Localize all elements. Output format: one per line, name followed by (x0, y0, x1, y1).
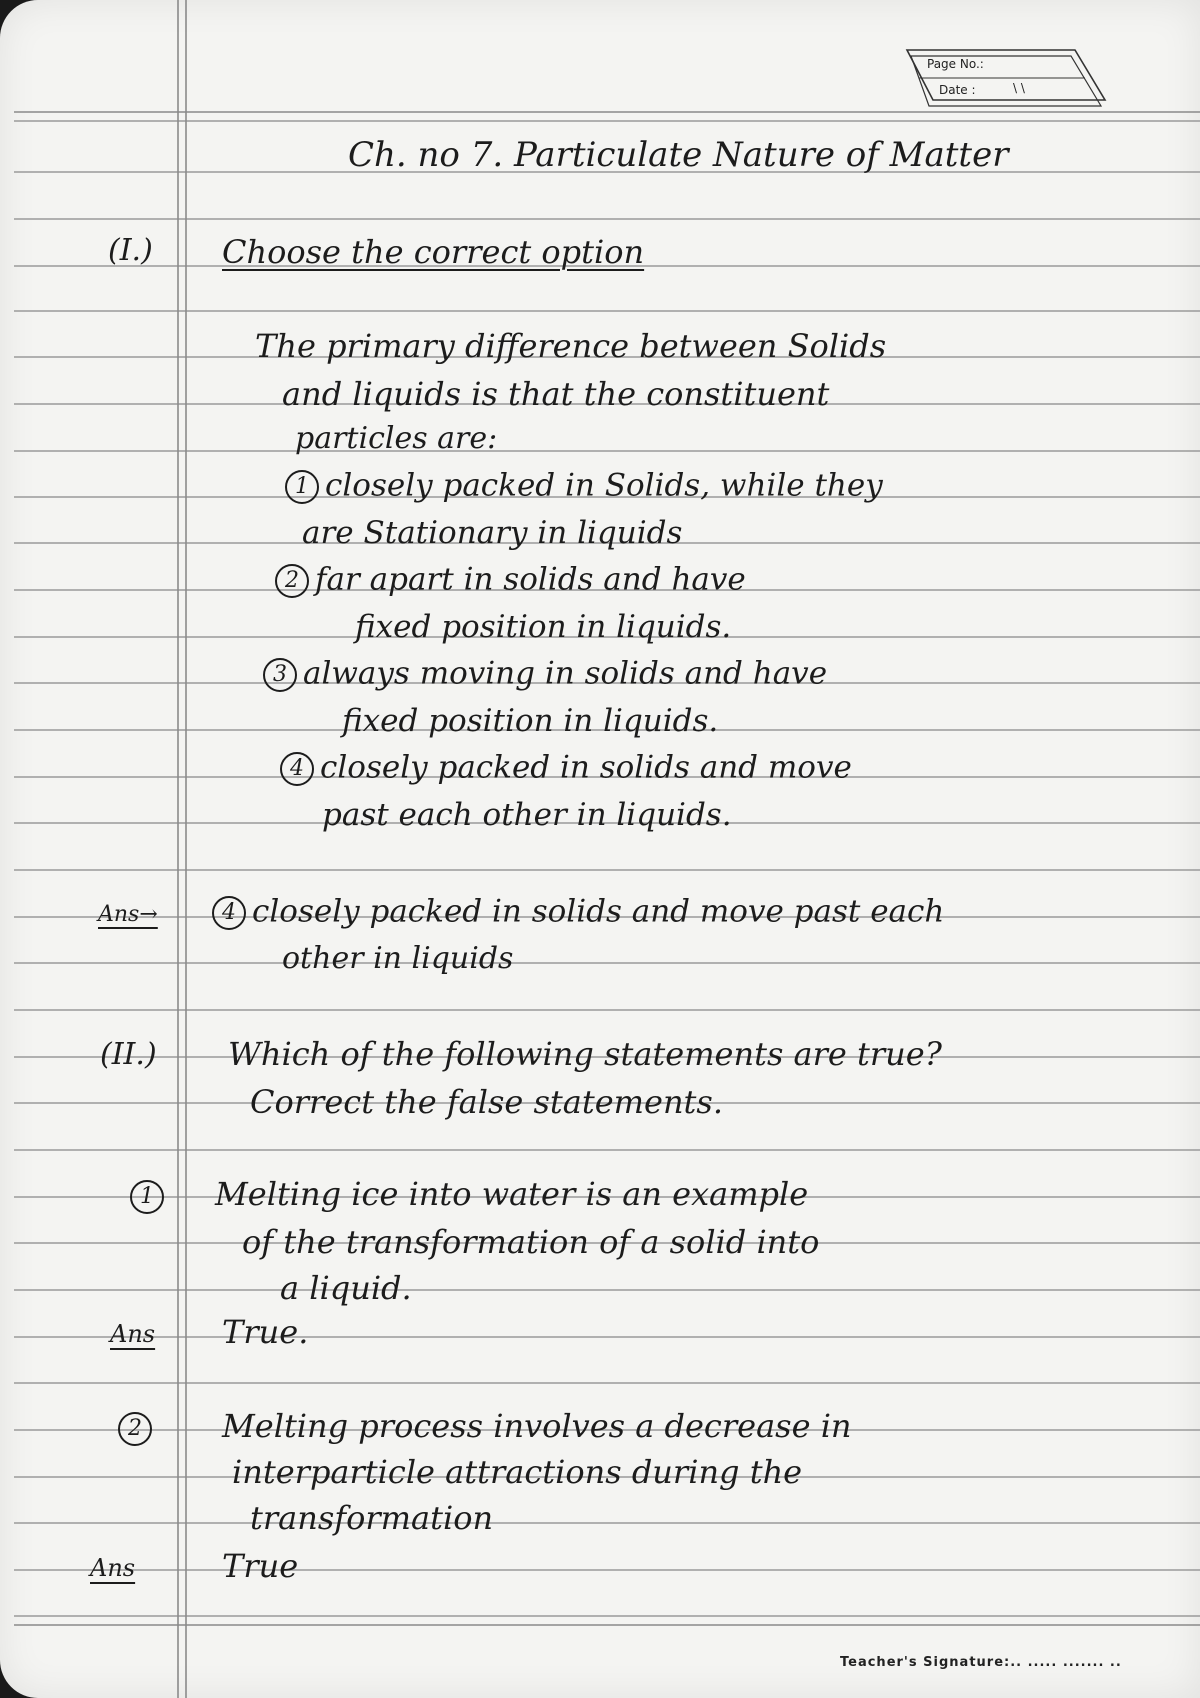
section-2-marker: (II.) (100, 1037, 157, 1072)
date-value: \ \ (1013, 81, 1025, 95)
option-4-line-1 (280, 749, 852, 786)
section-1-heading: Choose the correct option (222, 233, 645, 271)
section-1-marker: (I.) (108, 233, 153, 268)
option-1-text: closely packed in Solids, while they (325, 467, 883, 504)
item-2-number-wrap (118, 1412, 158, 1446)
option-1-number: 1 (285, 470, 319, 504)
item-2-line-3: transformation (250, 1499, 494, 1537)
date-label: Date : (939, 83, 976, 97)
page-date-box (905, 48, 1110, 108)
item-2-answer-marker: Ans (90, 1554, 136, 1582)
answer-1-number: 4 (212, 896, 246, 930)
item-1-number-wrap (130, 1180, 170, 1214)
page-no-label: Page No.: (927, 57, 984, 71)
option-1-line-1 (285, 467, 883, 504)
answer-1-line-2: other in liquids (282, 941, 514, 976)
option-2-text: far apart in solids and have (315, 561, 746, 598)
option-4-text: closely packed in solids and move (320, 749, 852, 786)
option-3-line-1 (263, 655, 828, 692)
item-1-answer-marker: Ans (110, 1320, 156, 1348)
teacher-signature-label: Teacher's Signature:.. ..... ....... .. (840, 1655, 1122, 1670)
option-3-line-2: fixed position in liquids. (342, 703, 719, 739)
option-1-line-2: are Stationary in liquids (302, 515, 683, 551)
option-3-text: always moving in solids and have (303, 655, 828, 692)
item-2-line-2: interparticle attractions during the (232, 1453, 803, 1491)
item-2-line-1: Melting process involves a decrease in (222, 1407, 852, 1445)
option-3-number: 3 (263, 658, 297, 692)
option-2-line-1 (275, 561, 746, 598)
question-line-2: and liquids is that the constituent (282, 375, 830, 413)
question-line-3: particles are: (295, 421, 498, 456)
answer-1-text: closely packed in solids and move past each (252, 893, 945, 930)
item-1-number: 1 (130, 1180, 164, 1214)
answer-1-marker: Ans→ (98, 902, 158, 927)
item-1-line-3: a liquid. (280, 1269, 412, 1307)
option-4-line-2: past each other in liquids. (322, 797, 732, 833)
section-2-heading-line-1: Which of the following statements are true? (228, 1035, 942, 1073)
item-1-answer: True. (222, 1313, 309, 1351)
option-2-line-2: fixed position in liquids. (355, 609, 732, 645)
page-title: Ch. no 7. Particulate Nature of Matter (348, 135, 1009, 175)
section-2-heading-line-2: Correct the false statements. (250, 1083, 723, 1121)
option-2-number: 2 (275, 564, 309, 598)
answer-1-line-1 (212, 893, 945, 930)
item-2-answer: True (222, 1547, 299, 1585)
option-4-number: 4 (280, 752, 314, 786)
item-2-number: 2 (118, 1412, 152, 1446)
question-line-1: The primary difference between Solids (255, 327, 887, 365)
item-1-line-2: of the transformation of a solid into (242, 1223, 820, 1261)
item-1-line-1: Melting ice into water is an example (215, 1175, 809, 1213)
